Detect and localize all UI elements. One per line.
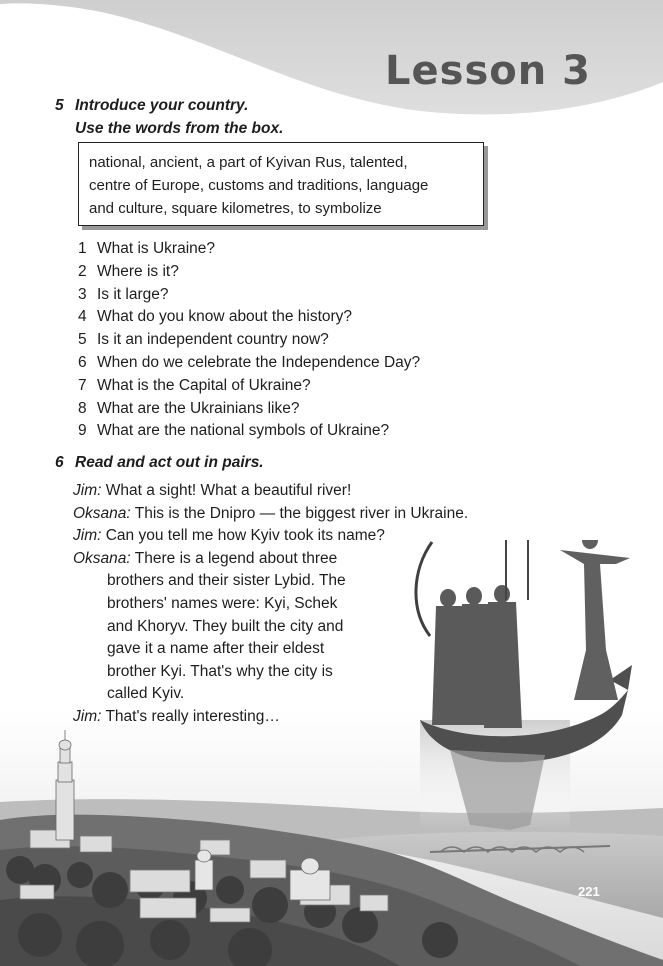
question-text: What are the Ukrainians like? bbox=[97, 399, 300, 417]
speaker-name: Jim: bbox=[73, 482, 102, 499]
dialogue-line bbox=[73, 525, 468, 548]
dialogue-text: called Kyiv. bbox=[107, 685, 185, 703]
question-item bbox=[78, 238, 420, 261]
question-number: 7 bbox=[78, 376, 87, 394]
dialogue-text: This is the Dnipro — the biggest river in Ukraine. bbox=[134, 504, 469, 522]
dialogue bbox=[73, 480, 468, 729]
question-number: 4 bbox=[78, 308, 87, 326]
dialogue-text: brother Kyi. That's why the city is bbox=[107, 662, 333, 680]
question-number: 2 bbox=[78, 262, 87, 280]
word-box bbox=[78, 142, 484, 226]
word-box-line: centre of Europe, customs and traditions, language bbox=[89, 177, 429, 194]
dialogue-text: gave it a name after their eldest bbox=[107, 640, 325, 658]
speaker-name: Oksana: bbox=[73, 504, 131, 522]
task-instruction: Read and act out in pairs. bbox=[75, 454, 264, 471]
question-item bbox=[78, 284, 420, 307]
dialogue-text: and Khoryv. They built the city and bbox=[107, 617, 344, 635]
dialogue-text: What a sight! What a beautiful river! bbox=[105, 482, 352, 499]
word-box-line: national, ancient, a part of Kyivan Rus, talented, bbox=[89, 154, 408, 171]
question-number: 6 bbox=[78, 353, 87, 371]
question-text: What do you know about the history? bbox=[97, 308, 353, 326]
task-5-heading bbox=[55, 94, 283, 140]
question-text: Is it large? bbox=[97, 285, 169, 303]
question-number: 5 bbox=[78, 331, 87, 349]
question-number: 3 bbox=[78, 285, 87, 303]
question-text: What is Ukraine? bbox=[97, 240, 216, 257]
question-list bbox=[78, 238, 420, 443]
question-item bbox=[78, 352, 420, 375]
question-text: What are the national symbols of Ukraine? bbox=[97, 422, 390, 440]
dialogue-text: There is a legend about three bbox=[134, 549, 338, 567]
question-number: 1 bbox=[78, 240, 87, 257]
dialogue-text: brothers and their sister Lybid. The bbox=[107, 572, 346, 590]
question-item bbox=[78, 398, 420, 421]
speaker-name: Jim: bbox=[73, 707, 102, 725]
question-text: Where is it? bbox=[97, 262, 179, 280]
speaker-name: Oksana: bbox=[73, 549, 131, 567]
question-item bbox=[78, 329, 420, 352]
question-text: What is the Capital of Ukraine? bbox=[97, 376, 311, 394]
question-item bbox=[78, 261, 420, 284]
task-number: 6 bbox=[55, 454, 64, 471]
dialogue-line bbox=[73, 503, 468, 526]
task-6-heading bbox=[55, 454, 264, 472]
dialogue-text: brothers' names were: Kyi, Schek bbox=[107, 594, 338, 612]
word-box-line: and culture, square kilometres, to symbolize bbox=[89, 200, 382, 217]
page-number: 221 bbox=[578, 884, 600, 899]
lesson-title: Lesson 3 bbox=[385, 48, 591, 94]
dialogue-line bbox=[73, 706, 468, 729]
dialogue-text: Can you tell me how Kyiv took its name? bbox=[105, 527, 385, 545]
dialogue-line bbox=[73, 548, 468, 571]
task-number: 5 bbox=[55, 97, 64, 114]
question-text: When do we celebrate the Independence Day? bbox=[97, 353, 421, 371]
speaker-name: Jim: bbox=[73, 527, 102, 545]
dialogue-line bbox=[73, 480, 468, 503]
question-text: Is it an independent country now? bbox=[97, 331, 329, 349]
question-item bbox=[78, 420, 420, 443]
question-item bbox=[78, 375, 420, 398]
dialogue-text: That's really interesting… bbox=[105, 707, 280, 725]
task-instruction-1: Introduce your country. bbox=[75, 97, 249, 114]
task-instruction-2: Use the words from the box. bbox=[75, 120, 284, 137]
question-number: 8 bbox=[78, 399, 87, 417]
question-number: 9 bbox=[78, 422, 87, 440]
question-item bbox=[78, 306, 420, 329]
